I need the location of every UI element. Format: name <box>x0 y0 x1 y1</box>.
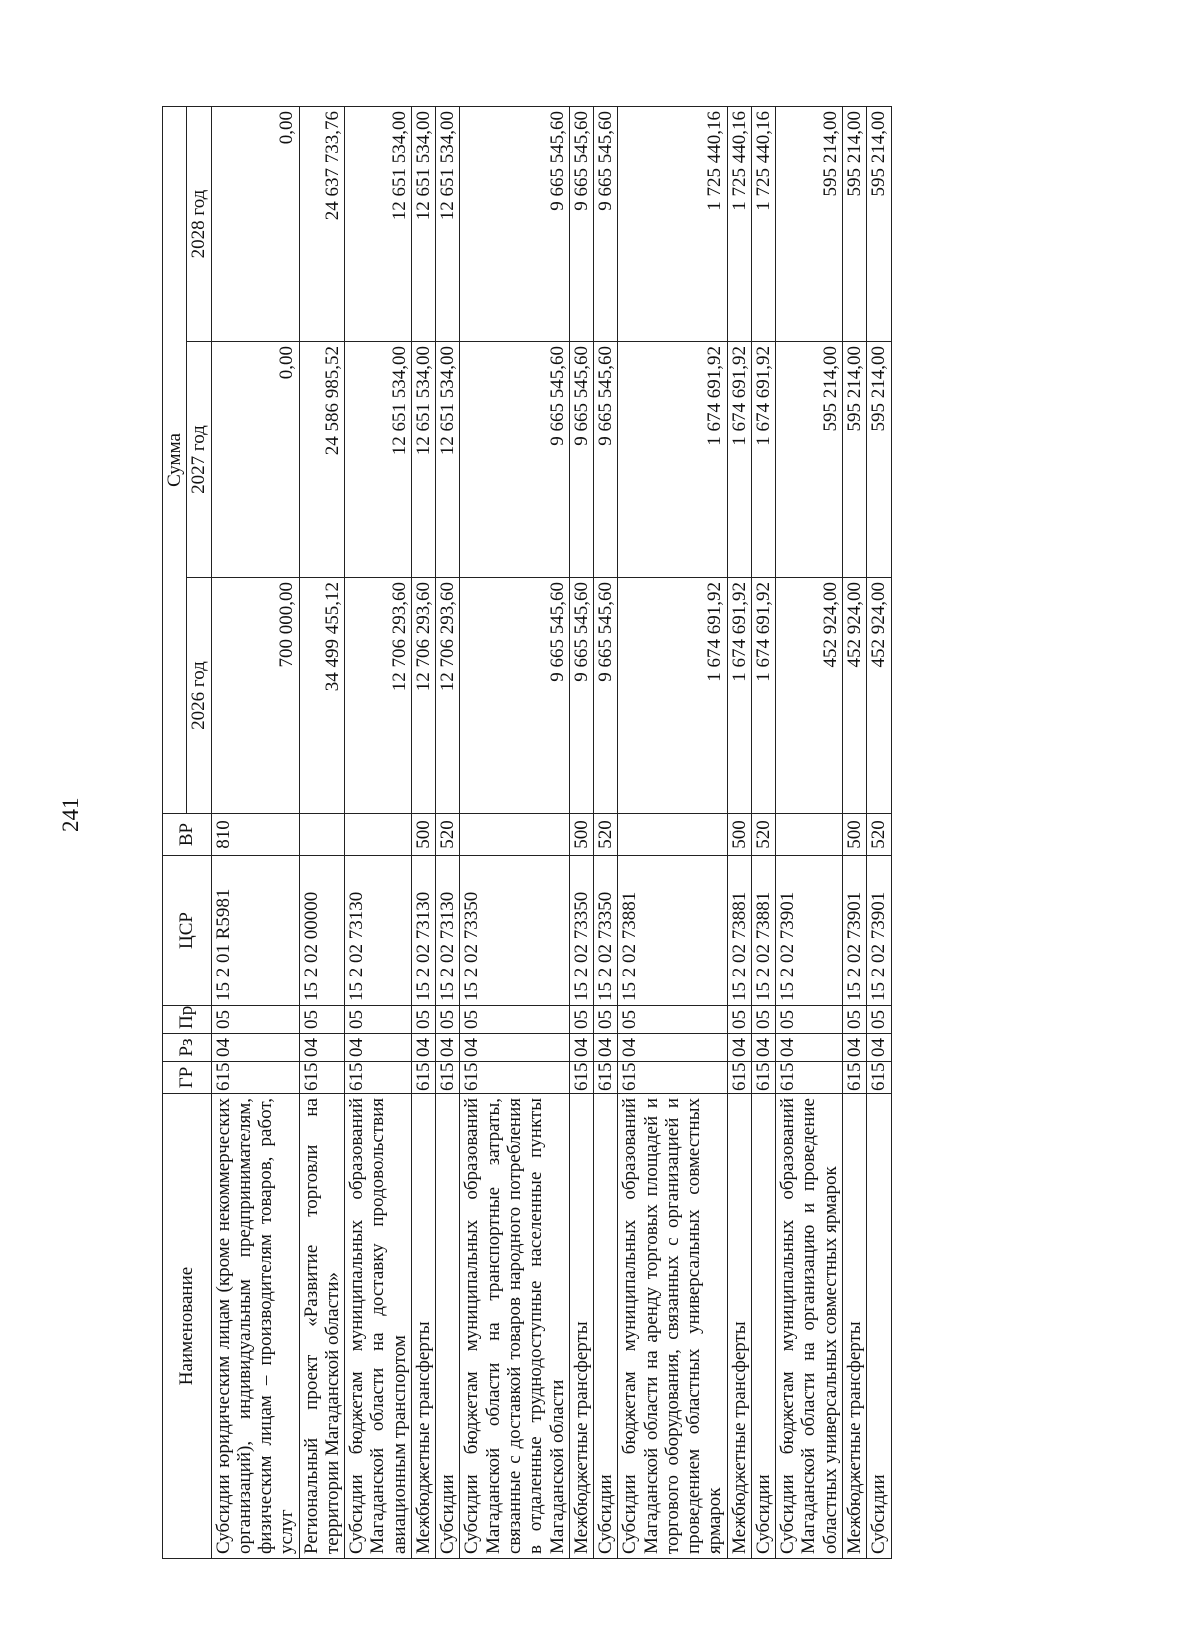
row-rz: 04 <box>776 1034 843 1062</box>
row-sum-2026: 12 706 293,60 <box>345 578 412 814</box>
row-sum-2027: 24 586 985,52 <box>299 342 345 578</box>
row-vr <box>299 814 345 856</box>
row-csr: 15 2 02 73901 <box>867 856 891 1006</box>
row-sum-2028: 12 651 534,00 <box>345 107 412 342</box>
row-pr: 05 <box>299 1006 345 1034</box>
row-name: Субсидии юридическим лицам (кроме некоммерческих организаций), индивидуальным предпринимателям, физическим лицам – производителям товаров, работ, услуг <box>211 1094 299 1559</box>
row-csr: 15 2 02 73901 <box>776 856 843 1006</box>
row-sum-2028: 24 637 733,76 <box>299 107 345 342</box>
row-sum-2027: 0,00 <box>211 342 299 578</box>
row-sum-2026: 12 706 293,60 <box>411 578 435 814</box>
row-vr: 520 <box>594 814 618 856</box>
row-gr: 615 <box>299 1062 345 1094</box>
row-pr: 05 <box>569 1006 593 1034</box>
row-pr: 05 <box>618 1006 727 1034</box>
row-sum-2028: 595 214,00 <box>867 107 891 342</box>
row-gr: 615 <box>618 1062 727 1094</box>
row-csr: 15 2 01 R5981 <box>211 856 299 1006</box>
row-name: Субсидии бюджетам муниципальных образований Магаданской области на доставку продовольствия авиационным транспортом <box>345 1094 412 1559</box>
row-sum-2028: 9 665 545,60 <box>569 107 593 342</box>
budget-table-sheet <box>162 107 890 1559</box>
row-pr: 05 <box>411 1006 435 1034</box>
row-sum-2026: 9 665 545,60 <box>569 578 593 814</box>
row-gr: 615 <box>727 1062 751 1094</box>
row-pr: 05 <box>594 1006 618 1034</box>
row-rz: 04 <box>436 1034 460 1062</box>
row-csr: 15 2 02 73881 <box>618 856 727 1006</box>
row-sum-2028: 12 651 534,00 <box>436 107 460 342</box>
row-name: Межбюджетные трансферты <box>569 1094 593 1559</box>
row-sum-2028: 1 725 440,16 <box>618 107 727 342</box>
row-sum-2027: 9 665 545,60 <box>594 342 618 578</box>
row-pr: 05 <box>460 1006 569 1034</box>
row-sum-2027: 595 214,00 <box>842 342 866 578</box>
row-sum-2027: 1 674 691,92 <box>618 342 727 578</box>
row-sum-2027: 9 665 545,60 <box>569 342 593 578</box>
row-vr: 500 <box>842 814 866 856</box>
row-sum-2027: 1 674 691,92 <box>751 342 775 578</box>
row-pr: 05 <box>842 1006 866 1034</box>
row-gr: 615 <box>211 1062 299 1094</box>
header-vr: ВР <box>163 814 212 856</box>
header-pr: Пр <box>163 1006 212 1034</box>
row-vr: 500 <box>727 814 751 856</box>
row-rz: 04 <box>842 1034 866 1062</box>
row-rz: 04 <box>618 1034 727 1062</box>
header-gr: ГР <box>163 1062 212 1094</box>
row-pr: 05 <box>727 1006 751 1034</box>
row-sum-2026: 34 499 455,12 <box>299 578 345 814</box>
header-name: Наименование <box>163 1094 212 1559</box>
row-vr: 500 <box>411 814 435 856</box>
table-row <box>211 107 299 1559</box>
row-sum-2027: 12 651 534,00 <box>411 342 435 578</box>
row-vr: 520 <box>751 814 775 856</box>
row-rz: 04 <box>751 1034 775 1062</box>
row-sum-2026: 9 665 545,60 <box>460 578 569 814</box>
table-row <box>867 107 891 1559</box>
row-name: Межбюджетные трансферты <box>411 1094 435 1559</box>
row-vr <box>345 814 412 856</box>
table-row <box>436 107 460 1559</box>
row-sum-2028: 1 725 440,16 <box>751 107 775 342</box>
row-sum-2026: 1 674 691,92 <box>727 578 751 814</box>
table-row <box>460 107 569 1559</box>
row-name: Субсидии бюджетам муниципальных образований Магаданской области на аренду торговых площадей и торгового оборудования, связанных с организацией и проведением областных универсальных совместных ярмарок <box>618 1094 727 1559</box>
row-sum-2026: 452 924,00 <box>842 578 866 814</box>
row-gr: 615 <box>867 1062 891 1094</box>
table-row <box>842 107 866 1559</box>
row-csr: 15 2 02 73881 <box>751 856 775 1006</box>
table-row <box>776 107 843 1559</box>
row-name: Субсидии бюджетам муниципальных образований Магаданской области на транспортные затраты, связанные с доставкой товаров народного потребления в отдаленные труднодоступные населенные пункты Магаданской области <box>460 1094 569 1559</box>
header-2028: 2028 год <box>187 107 211 342</box>
row-sum-2028: 9 665 545,60 <box>594 107 618 342</box>
header-rz: Рз <box>163 1034 212 1062</box>
row-name: Субсидии <box>436 1094 460 1559</box>
row-gr: 615 <box>751 1062 775 1094</box>
row-sum-2027: 9 665 545,60 <box>460 342 569 578</box>
row-rz: 04 <box>727 1034 751 1062</box>
row-sum-2027: 12 651 534,00 <box>345 342 412 578</box>
row-gr: 615 <box>411 1062 435 1094</box>
row-name: Субсидии <box>751 1094 775 1559</box>
row-sum-2026: 1 674 691,92 <box>618 578 727 814</box>
row-sum-2027: 595 214,00 <box>776 342 843 578</box>
row-vr: 520 <box>867 814 891 856</box>
row-sum-2028: 595 214,00 <box>776 107 843 342</box>
row-vr <box>776 814 843 856</box>
row-rz: 04 <box>299 1034 345 1062</box>
row-sum-2028: 595 214,00 <box>842 107 866 342</box>
row-sum-2028: 9 665 545,60 <box>460 107 569 342</box>
row-name: Субсидии бюджетам муниципальных образований Магаданской области на организацию и проведение областных универсальных совместных ярмарок <box>776 1094 843 1559</box>
row-rz: 04 <box>867 1034 891 1062</box>
row-rz: 04 <box>345 1034 412 1062</box>
row-sum-2026: 1 674 691,92 <box>751 578 775 814</box>
row-csr: 15 2 02 73130 <box>345 856 412 1006</box>
budget-table <box>162 106 892 1559</box>
table-row <box>345 107 412 1559</box>
row-sum-2027: 595 214,00 <box>867 342 891 578</box>
row-sum-2026: 452 924,00 <box>867 578 891 814</box>
row-rz: 04 <box>411 1034 435 1062</box>
row-rz: 04 <box>211 1034 299 1062</box>
row-csr: 15 2 02 00000 <box>299 856 345 1006</box>
table-row <box>569 107 593 1559</box>
row-csr: 15 2 02 73350 <box>594 856 618 1006</box>
row-rz: 04 <box>460 1034 569 1062</box>
header-2027: 2027 год <box>187 342 211 578</box>
row-pr: 05 <box>436 1006 460 1034</box>
row-sum-2028: 12 651 534,00 <box>411 107 435 342</box>
row-gr: 615 <box>842 1062 866 1094</box>
table-row <box>618 107 727 1559</box>
row-vr <box>618 814 727 856</box>
row-gr: 615 <box>460 1062 569 1094</box>
row-sum-2027: 12 651 534,00 <box>436 342 460 578</box>
page-number: 241 <box>58 797 83 832</box>
row-name: Межбюджетные трансферты <box>842 1094 866 1559</box>
header-2026: 2026 год <box>187 578 211 814</box>
row-csr: 15 2 02 73130 <box>436 856 460 1006</box>
row-vr <box>460 814 569 856</box>
row-vr: 520 <box>436 814 460 856</box>
row-gr: 615 <box>776 1062 843 1094</box>
row-sum-2026: 9 665 545,60 <box>594 578 618 814</box>
table-row <box>594 107 618 1559</box>
row-csr: 15 2 02 73350 <box>569 856 593 1006</box>
table-row <box>411 107 435 1559</box>
header-csr: ЦСР <box>163 856 212 1006</box>
row-rz: 04 <box>569 1034 593 1062</box>
table-row <box>299 107 345 1559</box>
table-row <box>727 107 751 1559</box>
row-name: Субсидии <box>594 1094 618 1559</box>
row-gr: 615 <box>345 1062 412 1094</box>
row-pr: 05 <box>867 1006 891 1034</box>
row-pr: 05 <box>776 1006 843 1034</box>
row-csr: 15 2 02 73881 <box>727 856 751 1006</box>
row-sum-2026: 12 706 293,60 <box>436 578 460 814</box>
row-rz: 04 <box>594 1034 618 1062</box>
row-gr: 615 <box>594 1062 618 1094</box>
row-name: Субсидии <box>867 1094 891 1559</box>
row-pr: 05 <box>751 1006 775 1034</box>
row-csr: 15 2 02 73901 <box>842 856 866 1006</box>
row-gr: 615 <box>436 1062 460 1094</box>
row-name: Межбюджетные трансферты <box>727 1094 751 1559</box>
header-sum: Сумма <box>163 107 187 814</box>
row-sum-2028: 0,00 <box>211 107 299 342</box>
row-pr: 05 <box>211 1006 299 1034</box>
row-sum-2026: 452 924,00 <box>776 578 843 814</box>
row-sum-2028: 1 725 440,16 <box>727 107 751 342</box>
row-pr: 05 <box>345 1006 412 1034</box>
table-body <box>211 107 891 1559</box>
table-row <box>751 107 775 1559</box>
row-csr: 15 2 02 73130 <box>411 856 435 1006</box>
row-sum-2026: 700 000,00 <box>211 578 299 814</box>
row-vr: 810 <box>211 814 299 856</box>
row-sum-2027: 1 674 691,92 <box>727 342 751 578</box>
row-name: Региональный проект «Развитие торговли на территории Магаданской области» <box>299 1094 345 1559</box>
row-csr: 15 2 02 73350 <box>460 856 569 1006</box>
row-gr: 615 <box>569 1062 593 1094</box>
header-row-top <box>163 107 187 1559</box>
row-vr: 500 <box>569 814 593 856</box>
